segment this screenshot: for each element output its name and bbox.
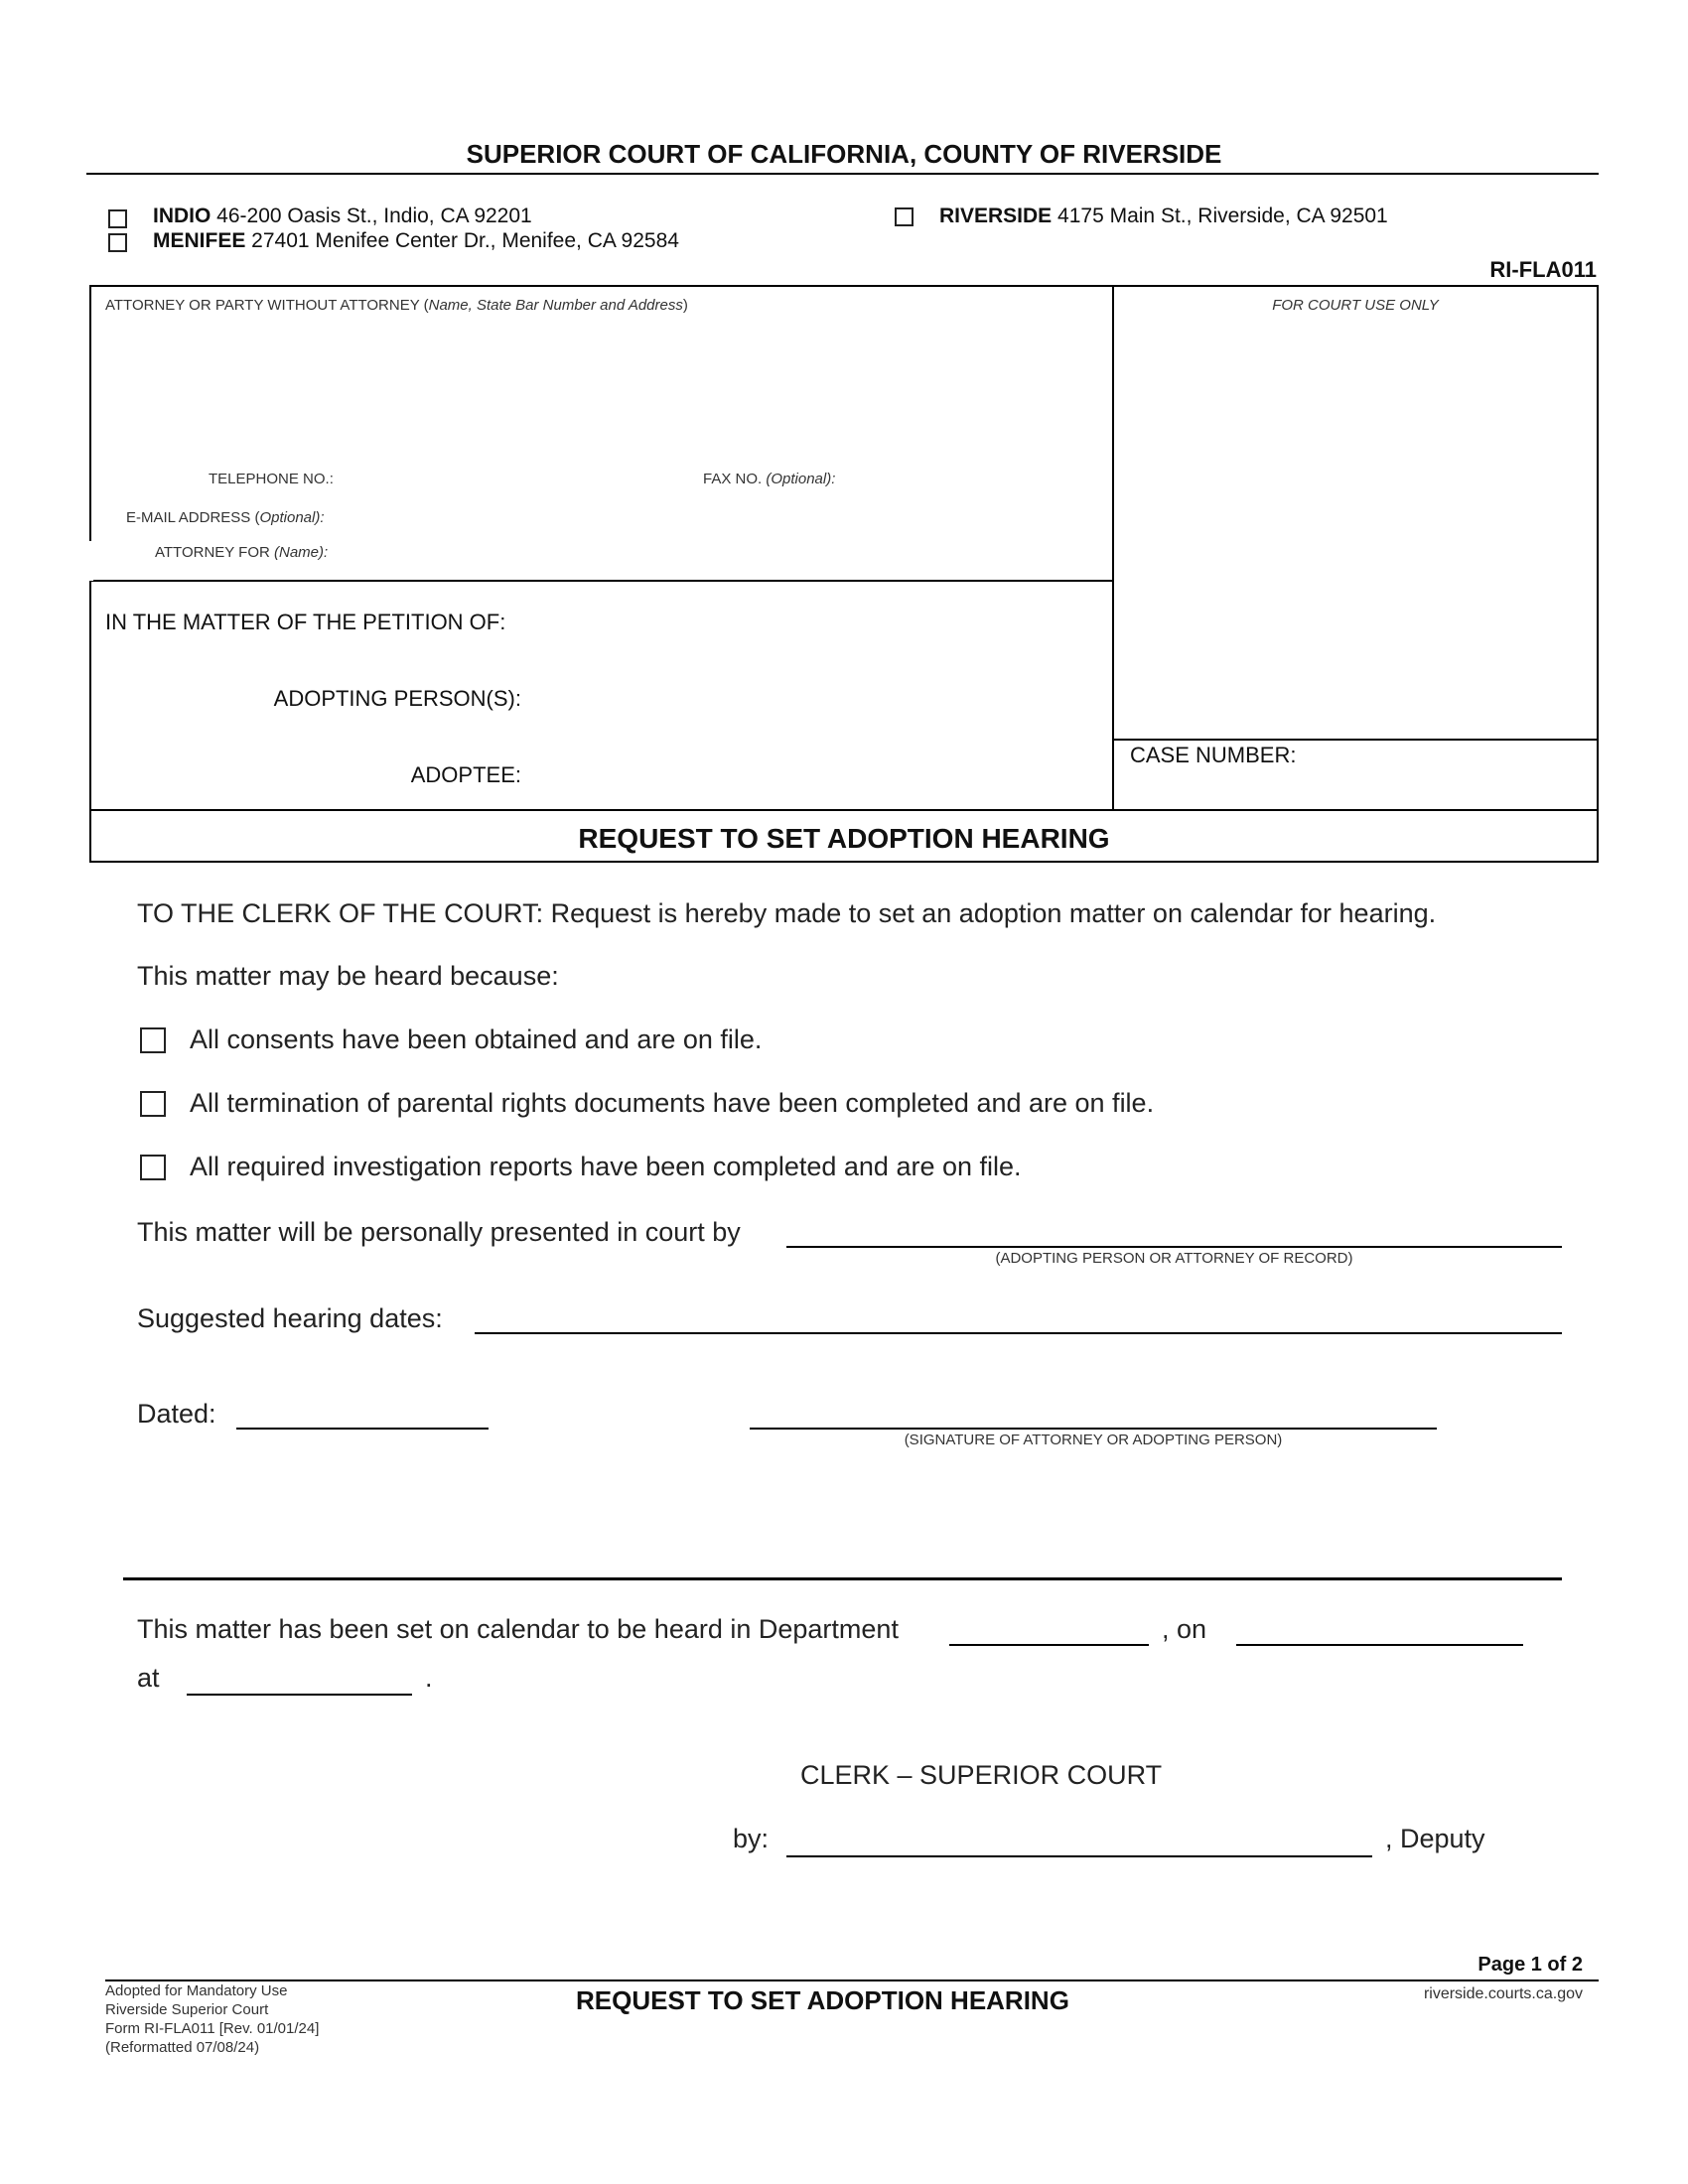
fax-optional: (Optional): [766, 471, 836, 487]
menifee-name: MENIFEE [153, 229, 246, 252]
header-rule [86, 173, 1599, 175]
at-text: at [137, 1663, 160, 1693]
case-number-label: CASE NUMBER: [1130, 743, 1297, 767]
riverside-address: 4175 Main St., Riverside, CA 92501 [1052, 205, 1388, 227]
hearing-date-line[interactable] [1236, 1644, 1523, 1646]
hearing-time-line[interactable] [187, 1694, 412, 1696]
consents-checkbox[interactable] [140, 1027, 166, 1053]
attorney-label [105, 297, 688, 314]
menifee-address: 27401 Menifee Center Dr., Menifee, CA 92584 [245, 229, 679, 252]
attorney-label-text: ATTORNEY OR PARTY WITHOUT ATTORNEY ( [105, 297, 429, 314]
signature-caption: (SIGNATURE OF ATTORNEY OR ADOPTING PERSON) [904, 1432, 1283, 1448]
fax-text: FAX NO. [703, 471, 767, 487]
menifee-location [153, 229, 679, 253]
form-title: REQUEST TO SET ADOPTION HEARING [578, 823, 1110, 854]
on-text: , on [1162, 1614, 1207, 1644]
footer-rule [105, 1979, 1599, 1981]
indio-location [153, 205, 532, 228]
indio-checkbox[interactable] [108, 209, 127, 228]
caption-divider-case [1112, 739, 1599, 741]
footer-adopted-block [105, 1981, 319, 2057]
email-label [126, 509, 325, 526]
period-text: . [425, 1663, 433, 1693]
may-be-heard-text: This matter may be heard because: [137, 961, 559, 991]
telephone-label: TELEPHONE NO.: [209, 471, 334, 487]
attorney-label-end: ) [682, 297, 688, 314]
consents-text: All consents have been obtained and are on file. [190, 1024, 763, 1054]
investigation-checkbox[interactable] [140, 1155, 166, 1180]
riverside-name: RIVERSIDE [939, 205, 1053, 227]
termination-text: All termination of parental rights documents have been completed and are on file. [190, 1088, 1155, 1118]
clerk-section-rule [123, 1577, 1562, 1580]
dated-line[interactable] [236, 1428, 489, 1430]
termination-checkbox[interactable] [140, 1091, 166, 1117]
footer-adopted-line: Form RI-FLA011 [Rev. 01/01/24] [105, 2020, 320, 2037]
presented-by-caption: (ADOPTING PERSON OR ATTORNEY OF RECORD) [995, 1250, 1353, 1267]
attorney-label-italic: Name, State Bar Number and Address [428, 297, 683, 314]
dated-text: Dated: [137, 1399, 216, 1429]
deputy-signature-line[interactable] [786, 1855, 1372, 1857]
riverside-checkbox[interactable] [895, 207, 914, 226]
form-id: RI-FLA011 [1489, 257, 1597, 282]
court-use-label: FOR COURT USE ONLY [1272, 297, 1439, 314]
attorney-for-name: (Name): [274, 544, 329, 561]
attorney-for-text: ATTORNEY FOR [155, 544, 275, 561]
department-line[interactable] [949, 1644, 1149, 1646]
by-text: by: [733, 1824, 770, 1853]
email-optional: Optional): [259, 509, 325, 526]
menifee-checkbox[interactable] [108, 233, 127, 252]
indio-address: 46-200 Oasis St., Indio, CA 92201 [211, 205, 532, 227]
caption-divider-attorney [89, 580, 1114, 582]
footer-title: REQUEST TO SET ADOPTION HEARING [576, 1985, 1069, 2015]
footer-website[interactable]: riverside.courts.ca.gov [1423, 1985, 1583, 2002]
attorney-for-label [155, 544, 328, 561]
set-on-calendar-text: This matter has been set on calendar to be heard in Department [137, 1614, 899, 1644]
footer-adopted-line: Adopted for Mandatory Use [105, 1982, 288, 1999]
adopting-persons-label: ADOPTING PERSON(S): [273, 686, 521, 711]
investigation-text: All required investigation reports have been completed and are on file. [190, 1152, 1022, 1181]
presented-by-text: This matter will be personally presented in court by [137, 1217, 741, 1247]
suggested-dates-text: Suggested hearing dates: [137, 1303, 443, 1333]
clerk-text: CLERK – SUPERIOR COURT [800, 1760, 1163, 1790]
attorney-left-gap [89, 541, 93, 581]
footer-adopted-line: Riverside Superior Court [105, 2001, 269, 2018]
indio-name: INDIO [153, 205, 211, 227]
presented-by-line[interactable] [786, 1246, 1562, 1248]
petition-label: IN THE MATTER OF THE PETITION OF: [105, 610, 506, 634]
court-title: SUPERIOR COURT OF CALIFORNIA, COUNTY OF RIVERSIDE [466, 139, 1222, 169]
page-number: Page 1 of 2 [1477, 1954, 1583, 1976]
footer-adopted-line: (Reformatted 07/08/24) [105, 2039, 260, 2056]
email-text: E-MAIL ADDRESS ( [126, 509, 260, 526]
riverside-location [939, 205, 1388, 228]
adoptee-label: ADOPTEE: [410, 762, 521, 787]
caption-divider-vertical [1112, 285, 1114, 811]
suggested-dates-line[interactable] [475, 1332, 1562, 1334]
to-clerk-text: TO THE CLERK OF THE COURT: Request is hereby made to set an adoption matter on calendar for hearing. [137, 898, 1437, 928]
fax-label [703, 471, 835, 487]
deputy-text: , Deputy [1385, 1824, 1485, 1853]
signature-line[interactable] [750, 1428, 1437, 1430]
